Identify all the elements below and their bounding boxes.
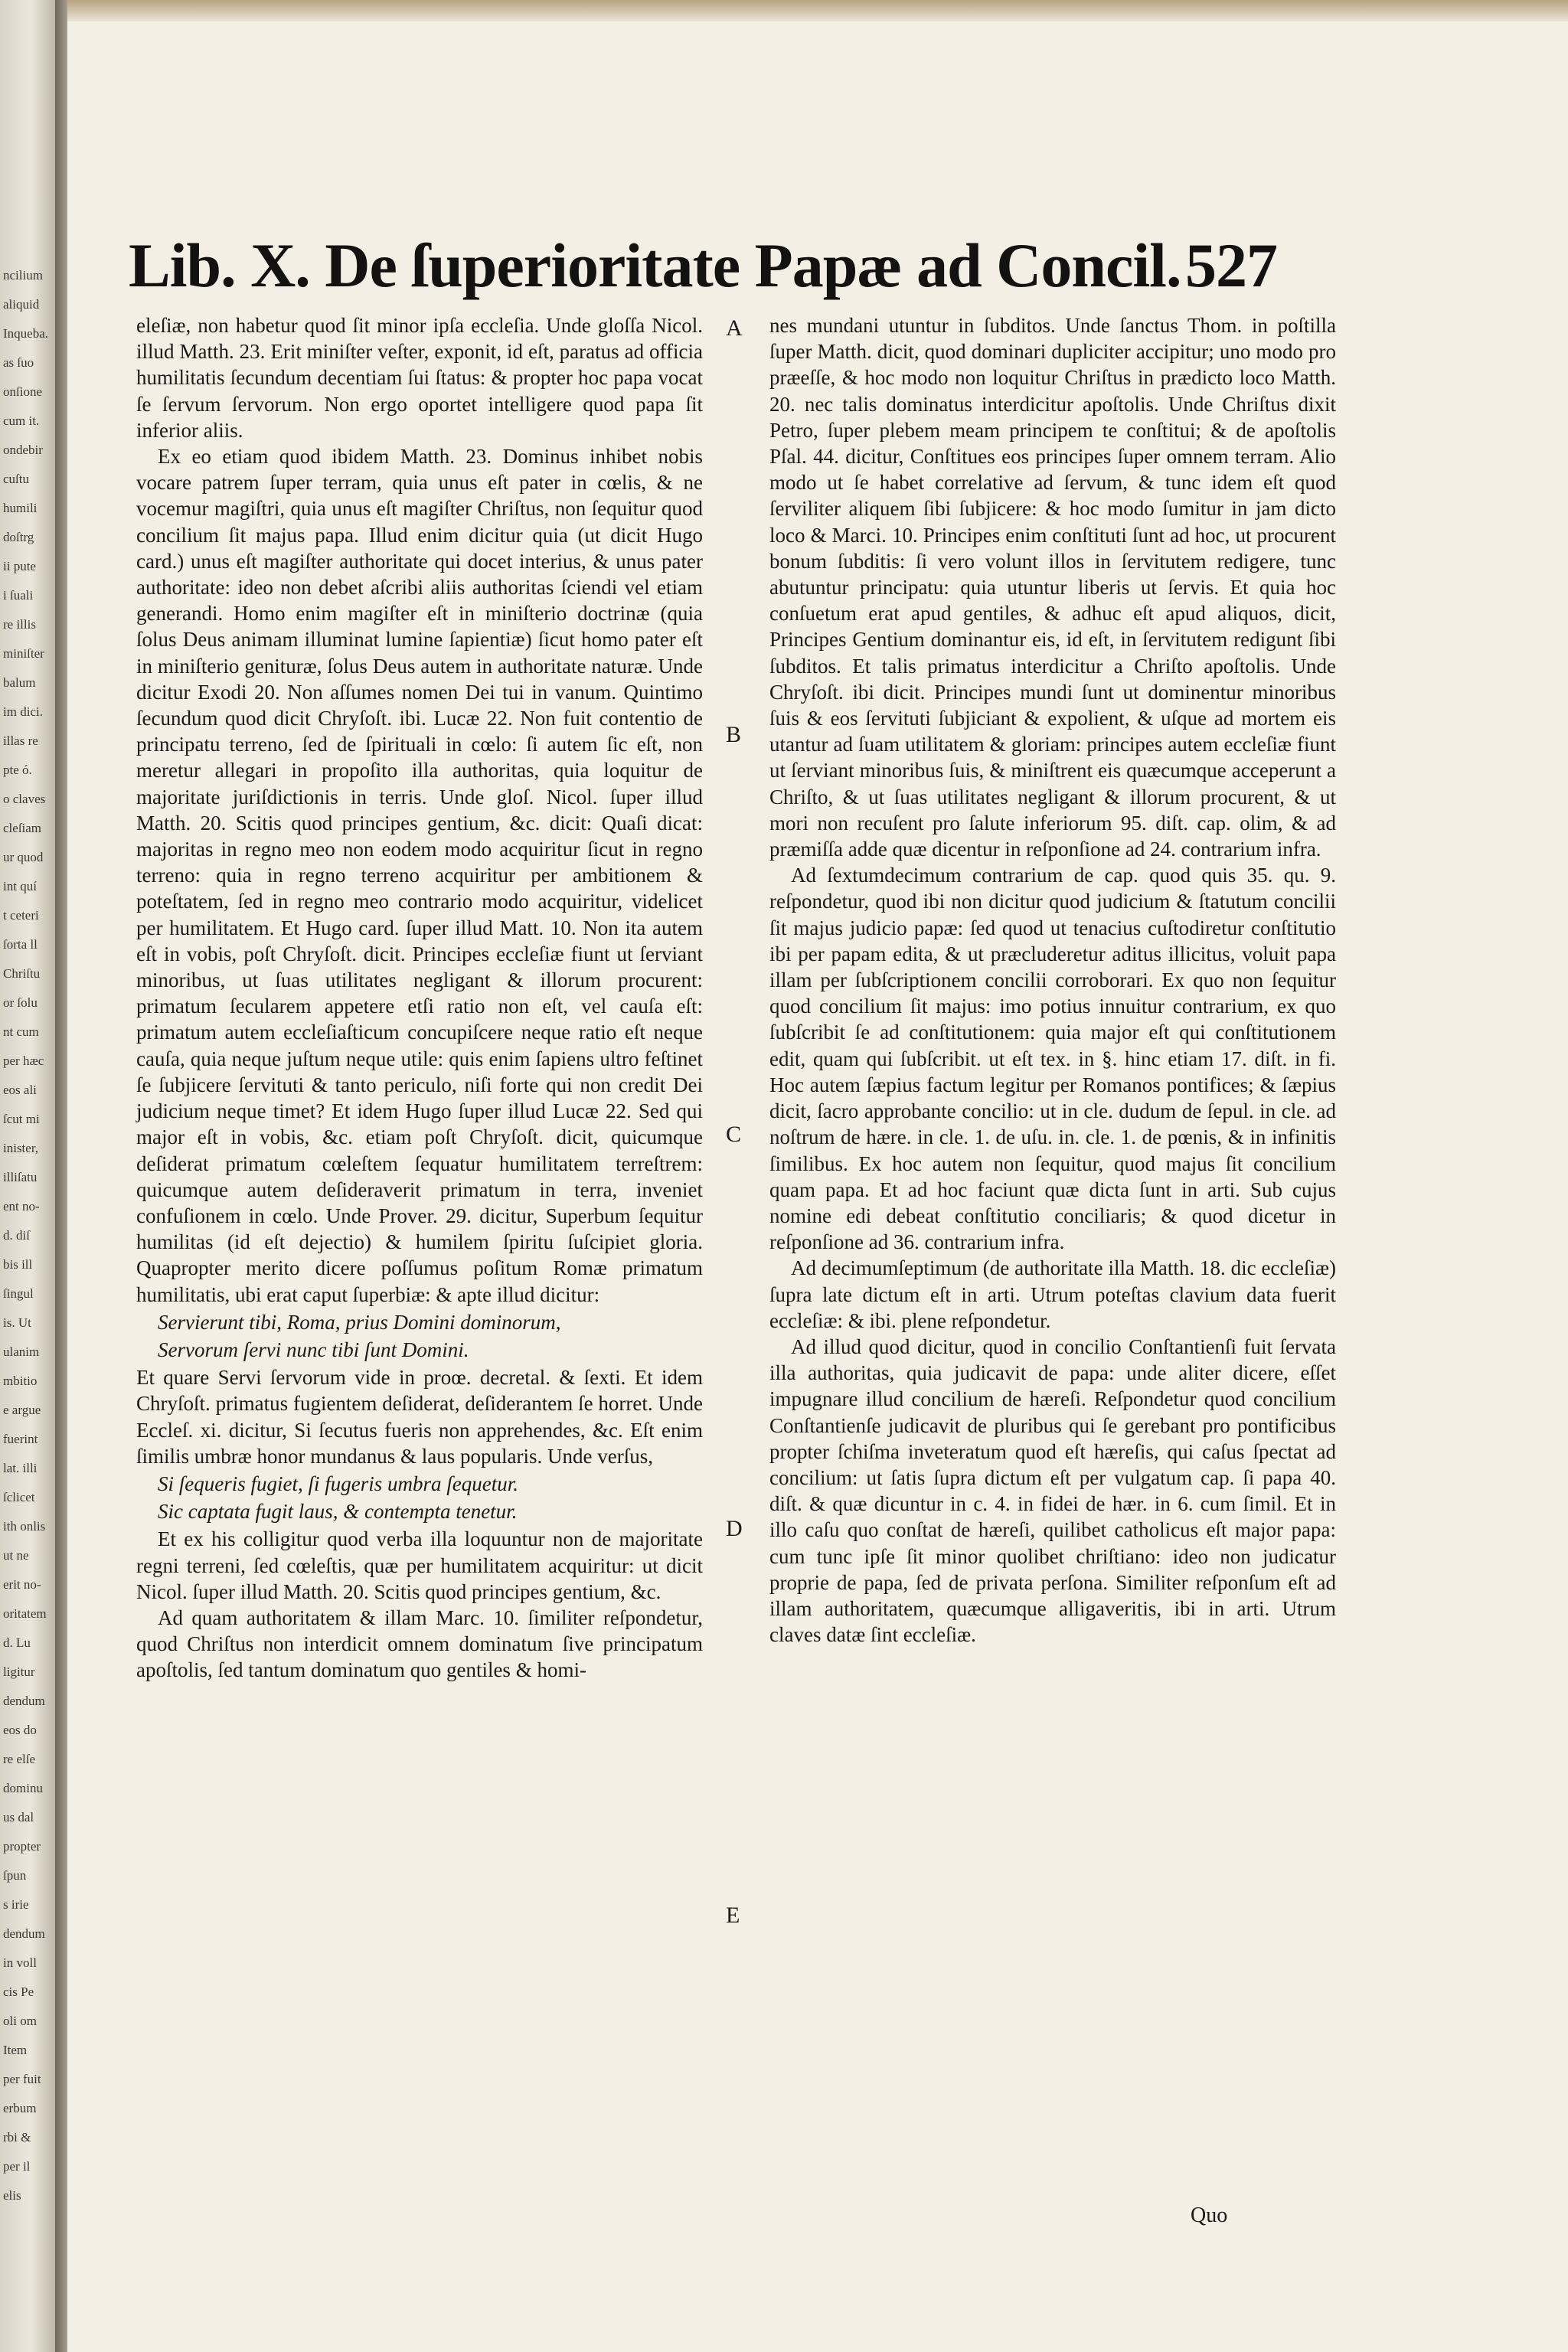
facing-page-fragment: e argue <box>3 1403 41 1417</box>
facing-page-fragment: oli om <box>3 2014 37 2028</box>
facing-page-fragment: ith onlis <box>3 1519 46 1534</box>
facing-page-fragment: as ſuo <box>3 355 34 370</box>
paragraph: Ad quam authoritatem & illam Marc. 10. ſimiliter reſpondetur, quod Chriſtus non interdicit omnem dominatum ſive principatum apoſtolis, ſed tantum dominatum quo gentiles & homi- <box>136 1606 703 1682</box>
facing-page-fragment: illas re <box>3 733 38 748</box>
running-header <box>129 230 1277 322</box>
margin-marker: D <box>726 1516 743 1541</box>
facing-page-fragment: ncilium <box>3 268 43 283</box>
facing-page-fragment: elis <box>3 2188 21 2203</box>
facing-page-fragment: onſione <box>3 384 42 399</box>
margin-marker: E <box>726 1903 740 1928</box>
facing-page-fragment: doſtrg <box>3 530 34 544</box>
facing-page-fragment: Item <box>3 2043 28 2057</box>
catchword: Quo <box>1191 2203 1228 2227</box>
facing-page-fragment: rbi & <box>3 2130 31 2145</box>
facing-page-fragment: dendum <box>3 1694 45 1708</box>
facing-page-fragment: bis ill <box>3 1257 33 1272</box>
facing-page-fragment: per il <box>3 2159 31 2174</box>
facing-page-fragment: int quí <box>3 879 37 893</box>
paragraph: eleſiæ, non habetur quod ſit minor ipſa eccleſia. Unde gloſſa Nicol. illud Matth. 23. Erit miniſter veſter, exponit, id eſt, paratus ad officia humilitatis ſecundum decentiam ſui ſtatus: & propter hoc papa vocat ſe ſervum ſervorum. Non ergo oportet intelligere quod papa ſit inferior aliis. <box>136 314 703 442</box>
paragraph: Ex eo etiam quod ibidem Matth. 23. Dominus inhibet nobis vocare patrem ſuper terram, quia unus eſt pater in cœlis, & ne vocemur magiſtri, quia unus eſt magiſter Chriſtus, non ſequitur quod concilium ſit majus papa. Illud enim dicitur quia (ut dicit Hugo card.) unus eſt magiſter authoritate qui docet interius, & unus pater authoritate: ideo non debet aſcribi aliis authoritas ſciendi vel etiam generandi. Homo enim magiſter eſt in miniſterio doctrinæ (quia ſolus Deus animam illuminat lumine ſapientiæ) ſicut homo pater eſt in miniſterio genituræ, ſolus Deus autem in authoritate naturæ. Unde dicitur Exodi 20. Non aſſumes nomen Dei tui in vanum. Quintimo ſecundum quod dicit Chryſoſt. ibi. Lucæ 22. Non fuit contentio de principatu terreno, ſed de ſpirituali in cœlo: ſi autem ſic eſt, non meretur allegari in propoſito illa authoritas, quia loquitur de majoritate juriſdictionis in terris. Unde gloſ. Nicol. ſuper illud Matth. 20. Scitis quod principes gentium, &c. dicit: Quaſi dicat: majoritas in regno meo non eodem modo acquiritur ſicut in regno terreno: quia in regno terreno acquiritur per ambitionem & poteſtatem, ſed in regno meo contrario modo acquiritur, videlicet per humilitatem. Et Hugo card. ſuper illud Matt. 10. Non ita autem eſt in vobis, poſt Chryſoſt. dicit. Principes eccleſiæ fiunt ut ſerviant minoribus, ut ſuas utilitates negligant & illorum procurent: primatum ſecularem appetere etſi ratio non eſt, vel cauſa eſt: primatum autem eccleſiaſticum concupiſcere neque ratio eſt neque cauſa, quia neque juſtum neque utile: quis enim ſapiens ultro feſtinet ſe ſubjicere ſervituti & tanto periculo, niſi forte qui non credit Dei judicium neque timet? Et idem Hugo ſuper illud Lucæ 22. Sed qui major eſt in vobis, &c. etiam poſt Chryſoſt. dicit, quicumque deſiderat primatum cœleſtem ſequatur humilitatem terreſtrem: quicumque autem deſideraverit primatum in terra, inveniet confuſionem in cœlo. Unde Prover. 29. dicitur, Superbum ſequitur humilitas (id eſt dejectio) & humilem ſpiritu ſuſcipiet gloria. Quapropter merito dicere poſſumus poſitum Romæ primatum humilitatis, ubi erat caput ſuperbiæ: & apte illud dicitur: <box>136 445 703 1306</box>
verse-line: Si ſequeris fugiet, ſi fugeris umbra ſequetur. <box>158 1472 518 1495</box>
facing-page-fragment: per hæc <box>3 1054 44 1068</box>
facing-page-fragment: erbum <box>3 2101 37 2115</box>
facing-page-fragment: ii pute <box>3 559 36 573</box>
facing-page-fragment: mbitio <box>3 1374 38 1388</box>
facing-page-fragment: fuerint <box>3 1432 38 1446</box>
facing-page-fragment: re illis <box>3 617 36 632</box>
facing-page-fragment: ur quod <box>3 850 44 864</box>
facing-page-fragment: Inqueba. <box>3 326 49 341</box>
facing-page-fragment: ſcut mi <box>3 1112 40 1126</box>
facing-page-fragment: eos do <box>3 1723 37 1737</box>
facing-page-fragment: humili <box>3 501 38 515</box>
facing-page-fragment: miniſter <box>3 646 44 661</box>
facing-page-fragment: dendum <box>3 1926 45 1941</box>
facing-page-fragment: oritatem <box>3 1606 47 1621</box>
book-gutter <box>55 0 67 2352</box>
facing-page-fragment: nt cum <box>3 1024 39 1039</box>
facing-page-fragment: cum it. <box>3 413 40 428</box>
facing-page-fragment: o claves <box>3 792 46 806</box>
facing-page-fragment: ulanim <box>3 1344 40 1359</box>
margin-marker: C <box>726 1122 742 1147</box>
facing-page-fragment: illiſatu <box>3 1170 38 1184</box>
facing-page-fragment: cuſtu <box>3 472 29 486</box>
facing-page-fragment: ondebir <box>3 443 43 457</box>
facing-page-fragment: re elſe <box>3 1752 35 1766</box>
paragraph: Et quare Servi ſervorum vide in proœ. decretal. & ſexti. Et idem Chryſoſt. primatus fugientem deſiderat, deſiderantem ſe horret. Unde Eccleſ. xi. dicitur, Si ſecutus fueris non apprehendes, &c. Eſt enim ſimilis umbræ honor mundanus & laus popularis. Unde verſus, <box>136 1366 703 1468</box>
facing-page-fragment: or ſolu <box>3 995 38 1010</box>
facing-page-fragment: i ſuali <box>3 588 34 603</box>
facing-page-fragment: t ceteri <box>3 908 39 923</box>
facing-page-fragment: dominu <box>3 1781 43 1795</box>
facing-page-fragment: cis Pe <box>3 1984 34 1999</box>
facing-page-fragment: ſingul <box>3 1286 34 1301</box>
facing-page-fragment: ſpun <box>3 1868 27 1883</box>
facing-page-fragment: ligitur <box>3 1664 35 1679</box>
page-top-edge <box>67 0 1568 21</box>
verse-line: Sic captata fugit laus, & contempta tenetur. <box>158 1500 518 1524</box>
facing-page-fragment: ut ne <box>3 1548 29 1563</box>
facing-page-fragment: cleſiam <box>3 821 42 835</box>
paragraph: Ad ſextumdecimum contrarium de cap. quod quis 35. qu. 9. reſpondetur, quod ibi non dicitur quod judicium & ſtatutum concilii ſit majus judicio papæ: ſed quod ut tenacius cuſtodiretur conſtitutio ibi per papam edita, & ut præcluderetur aditus illicitus, voluit papa illam per ſubſcriptionem concilii corroborari. Ex quo non ſequitur quod concilium ſit majus: imo potius innuitur contrarium, ex quo ſubſcribit ſe ad conſtitutionem: quia major eſt qui conſtitutionem edit, quam qui ſubſcribit. ut eſt tex. in §. hinc etiam 17. diſt. in fi. Hoc autem ſæpius factum legitur per Romanos pontifices; & ſæpius dicit, ſacro approbante concilio: ut in cle. dudum de ſepul. in cle. ad noſtrum de hære. in cle. 1. de uſu. in. cle. 1. de pœnis, & in infinitis ſimilibus. Ex hoc autem non ſequitur, quod majus ſit concilium quam papa. Et ad hoc faciunt quæ dicta ſunt in arti. Sub cujus nomine edi debeat conſtitutio conciliaris; & quod dicetur in reſponſione ad 36. contrarium infra. <box>769 864 1336 1254</box>
page-number: 527 <box>1185 230 1277 300</box>
running-title: Lib. X. De ſuperioritate Papæ ad Concil. <box>129 230 1181 300</box>
facing-page-fragment: eos ali <box>3 1083 37 1097</box>
right-column <box>769 312 1336 1648</box>
facing-page-fragment: in voll <box>3 1955 37 1970</box>
facing-page-fragment: im dici. <box>3 704 43 719</box>
facing-page-fragment: inister, <box>3 1141 39 1155</box>
verse-line: Servorum ſervi nunc tibi ſunt Domini. <box>158 1338 469 1361</box>
paragraph: Ad illud quod dicitur, quod in concilio Conſtantienſi fuit ſervata illa authoritas, quia judicavit de papa: unde aliter dicere, eſſet impugnare illud concilium de hæreſi. Reſpondetur quod concilium Conſtantienſe judicavit de pluribus qui ſe gerebant pro pontificibus propter ſchiſma inveteratum quod eſt hæreſis, qui caſus ſpectat ad concilium: ut ſatis ſupra dictum eſt per vulgatum cap. ſi papa 40. diſt. & quæ dicuntur in c. 4. in fidei de hær. in 6. cum ſimil. Et in illo caſu quo conſtat de hæreſi, quilibet catholicus eſt major papa: cum tunc ipſe ſit minor quolibet chriſtiano: ideo non judicatur proprie de papa, ſed de privata perſona. Similiter reſponſum eſt ad illam authoritatem, quæcumque alligaveritis, ibi in arti. Utrum claves datæ ſint eccleſiæ. <box>769 1334 1336 1647</box>
facing-page-fragment: ent no- <box>3 1199 40 1214</box>
facing-page-fragment: erit no- <box>3 1577 41 1592</box>
facing-page-fragment: ſclicet <box>3 1490 35 1504</box>
paragraph: nes mundani utuntur in ſubditos. Unde ſanctus Thom. in poſtilla ſuper Matth. dicit, quod dominari dupliciter accipitur; uno modo pro præeſſe, & hoc modo non loquitur Chriſtus in prædicto loco Matth. 20. nec talis dominatus interdicitur apoſtolis. Unde Chriſtus dixit Petro, ſuper plebem meam principem te conſtitui; & de apoſtolis Pſal. 44. dicitur, Conſtitues eos principes ſuper omnem terram. Alio modo ut ſe habet correlative ad ſervum, & tunc idem eſt quod ſerviliter aliquem ſibi ſubjicere: & hoc modo ſumitur in jam dicto loco & Marci. 10. Principes enim conſtituti ſunt ad hoc, ut procurent bonum ſubditis: ſi vero volunt illos in ſervitutem redigere, tunc abutuntur principatu: quia utuntur liberis ut ſervis. Et quia hoc conſuetum erat apud gentiles, & adhuc eſt apud aliquos, dicit, Principes Gentium dominantur eis, id eſt, in ſervitutem redigunt ſibi ſubditos. Et talis primatus interdicitur a Chriſto apoſtolis. Unde Chryſoſt. ibi dicit. Principes mundi ſunt ut dominentur minoribus ſuis & eos ſervituti ſubjiciant & expolient, & uſque ad mortem eis utantur ad ſuam utilitatem & gloriam: principes autem eccleſiæ fiunt ut ſerviant minoribus ſuis, & miniſtrent eis quæcumque acceperunt a Chriſto, & ut ſuas utilitates negligant & illorum procurent, & ut mori non recuſent pro ſalute inferiorum 95. diſt. cap. olim, & ad præmiſſa adde quæ dicentur in reſponſione ad 24. contrarium infra. <box>769 314 1336 861</box>
paragraph: Ad decimumſeptimum (de authoritate illa Matth. 18. dic eccleſiæ) ſupra late dictum eſt in arti. Utrum poteſtas clavium data fuerit eccleſiæ: & ibi. plene reſpondetur. <box>769 1256 1336 1332</box>
facing-page-fragment: propter <box>3 1839 41 1854</box>
facing-page-fragment: balum <box>3 675 36 690</box>
facing-page-fragment: us dal <box>3 1810 34 1824</box>
facing-page-fragment: d. diſ <box>3 1228 30 1243</box>
facing-page-fragment: is. Ut <box>3 1315 31 1330</box>
facing-page-fragment: pte ó. <box>3 763 32 777</box>
margin-marker: A <box>726 315 743 341</box>
verse-line: Servierunt tibi, Roma, prius Domini dominorum, <box>158 1310 561 1334</box>
facing-page-fragment: Chriſtu <box>3 966 41 981</box>
margin-marker: B <box>726 722 742 747</box>
facing-page-fragment: per fuit <box>3 2072 41 2086</box>
facing-page-fragment: ſorta ll <box>3 937 38 952</box>
facing-page-fragment: d. Lu <box>3 1635 31 1650</box>
facing-page-fragment: aliquid <box>3 297 40 312</box>
facing-page-edge <box>0 0 55 2352</box>
paragraph: Et ex his colligitur quod verba illa loquuntur non de majoritate regni terreni, ſed cœleſtis, quæ per humilitatem acquiritur: ut dicit Nicol. ſuper illud Matth. 20. Scitis quod principes gentium, &c. <box>136 1527 703 1603</box>
facing-page-fragment: s irie <box>3 1897 29 1912</box>
facing-page-fragment: lat. illi <box>3 1461 38 1475</box>
left-column <box>136 312 703 1684</box>
